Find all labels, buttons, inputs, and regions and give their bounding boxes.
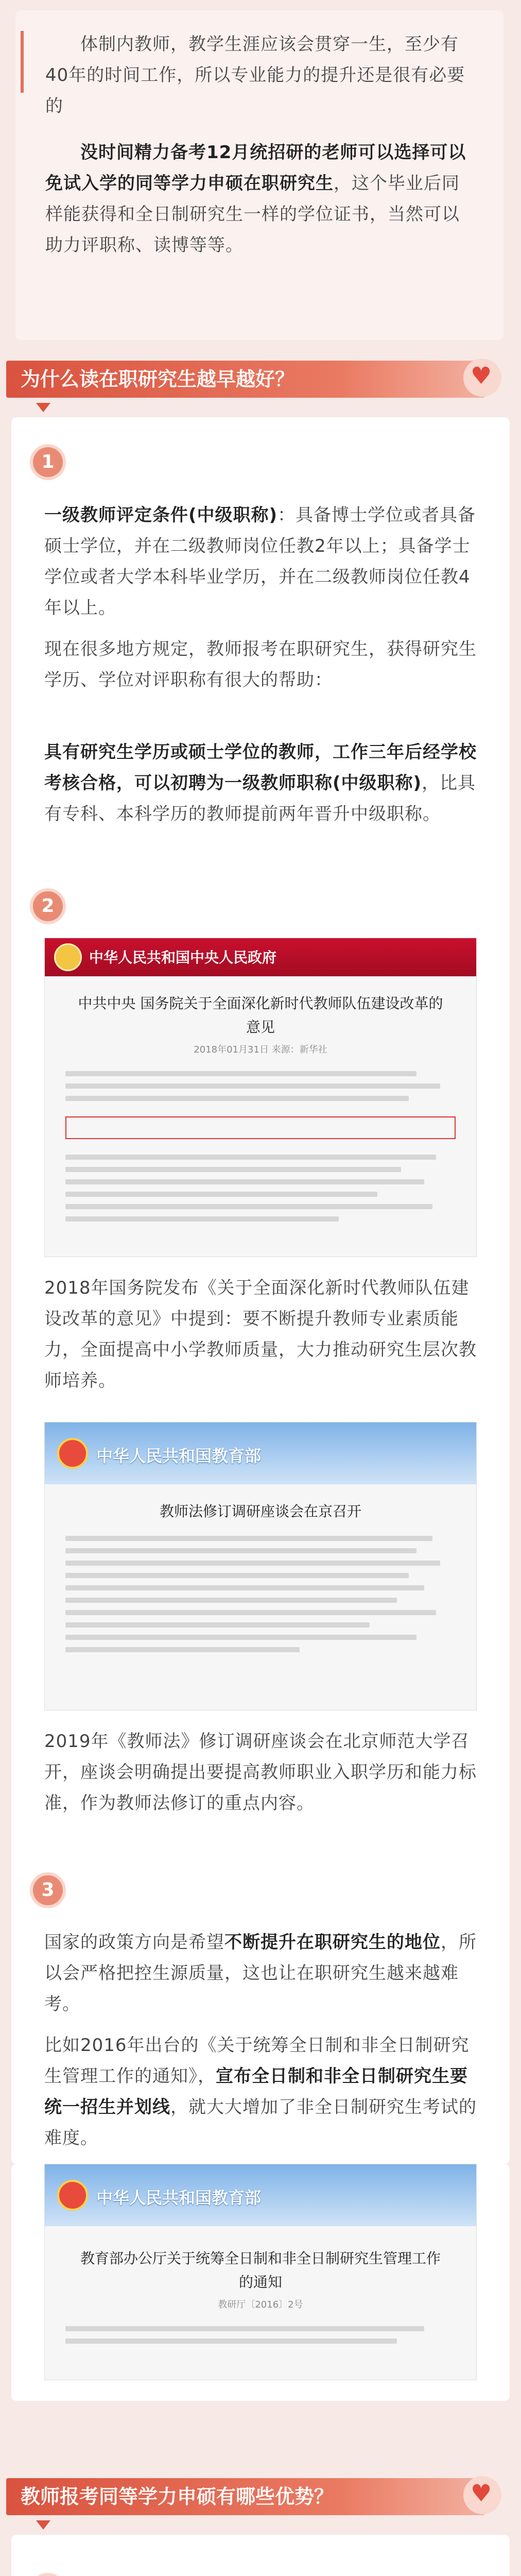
paragraph [44, 737, 477, 829]
doc-meta: 2018年01月31日 来源：新华社 [194, 1044, 327, 1055]
accent-bar [21, 31, 24, 93]
subheading-title: 教师提高学历或成强制要求 [79, 1879, 315, 1902]
section-pointer [36, 403, 50, 412]
intro-card [15, 10, 503, 340]
paragraph [44, 2030, 477, 2154]
document-image-moe-notice [44, 2164, 477, 2380]
site-name: 中华人民共和国教育部 [96, 2188, 262, 2208]
subheading-title: 国教师评职称学历越高越有优势 [79, 451, 354, 474]
paragraph: 现在很多地方规定，教师报考在职研究生，获得研究生学历、学位对评职称有很大的帮助： [44, 639, 477, 690]
doc-title: 教育部办公厅关于统筹全日制和非全日制研究生管理工作的通知 [80, 2250, 441, 2291]
intro-paragraph-1: 体制内教师，教学生涯应该会贯穿一生，至少有40年的时间工作，所以专业能力的提升还是很有必要的 [45, 34, 465, 116]
text: ：具备博士学位或者具备硕士学位，并在二级教师岗位任教2年以上；具备学士学位或者大学本科毕业学历，并在二级教师岗位任教4年以上。 [44, 505, 476, 618]
section-title: 为什么读在职研究生越早越好？ [21, 368, 295, 391]
text: 比如2016年出台的《关于统筹全日制和非全日制研究生管理工作的通知》， [44, 2035, 470, 2087]
national-emblem-icon [57, 2180, 88, 2211]
text: 国家的政策方向是希望 [44, 1932, 224, 1953]
subheading-title: 教师提高学历或成强制要求 [79, 895, 315, 918]
text: ，比具有专科、本科学历的教师提前两年晋升中级职称。 [44, 773, 476, 824]
national-emblem-icon [54, 943, 82, 971]
intro-bold: 没时间精力备考12月统招研的老师可以选择可以免试入学的同等学力申硕在职研究生 [45, 142, 466, 194]
heart-icon [463, 359, 501, 397]
moe-banner [45, 1422, 476, 1484]
gov-banner [45, 938, 476, 976]
doc-title: 教师法修订调研座谈会在京召开 [159, 1503, 361, 1520]
section-card-1-tail [11, 2164, 510, 2401]
doc-title: 中共中央 国务院关于全面深化新时代教师队伍建设改革的意见 [78, 995, 443, 1036]
section-heading-2 [0, 2473, 521, 2520]
document-image-gov [44, 938, 477, 1257]
doc-text-lines [45, 2314, 476, 2356]
doc-text-lines [45, 1523, 476, 1665]
document-image-moe [44, 1422, 477, 1710]
paragraph: 2018年国务院发布《关于全面深化新时代教师队伍建设改革的意见》中提到：要不断提升教师专业素质能力，全面提高中小学教师质量，大力推动研究生层次教师培养。 [44, 1278, 477, 1391]
subheading-number: 2 [30, 888, 66, 924]
heart-icon [463, 2476, 501, 2514]
national-emblem-icon [57, 1438, 88, 1469]
doc-meta: 教研厅〔2016〕2号 [218, 2299, 303, 2310]
bold-text: 一级教师评定条件(中级职称) [44, 505, 278, 526]
text: ，所以会严格把控生源质量，这也让在职研究生越来越难考。 [44, 1932, 477, 2014]
section-card-2 [11, 2535, 510, 2576]
paragraph [44, 500, 477, 623]
subheading-number: 3 [30, 1872, 66, 1908]
text: ，就大大增加了非全日制研究生考试的难度。 [44, 2097, 477, 2148]
intro-paragraph-2 [45, 137, 474, 261]
doc-text-lines [45, 1142, 476, 1234]
section-heading-1 [0, 355, 521, 403]
site-name: 中华人民共和国教育部 [96, 1446, 262, 1466]
bold-text: 宣布全日制和非全日制研究生要统一招生并划线 [44, 2066, 468, 2117]
section-title: 教师报考同等学力申硕有哪些优势？ [21, 2485, 334, 2508]
intro-rest: ，这个毕业后同样能获得和全日制研究生一样的学位证书，当然可以助力评职称、读博等等。 [45, 173, 460, 256]
paragraph: 2019年《教师法》修订调研座谈会在北京师范大学召开，座谈会明确提出要提高教师职业入职学历和能力标准，作为教师法修订的重点内容。 [44, 1731, 477, 1814]
bold-text: 不断提升在职研究生的地位 [224, 1932, 441, 1953]
subheading-number [30, 2573, 66, 2576]
heart-glyph: ♥ [471, 2479, 492, 2507]
site-name: 中华人民共和国中央人民政府 [89, 949, 277, 966]
highlight-box [65, 1116, 456, 1139]
section-pointer [36, 2520, 50, 2530]
heart-glyph: ♥ [471, 362, 492, 389]
subheading-number: 1 [30, 444, 66, 480]
moe-banner [45, 2164, 476, 2226]
paragraph [44, 1927, 477, 2020]
bold-text: 具有研究生学历或硕士学位的教师，工作三年后经学校考核合格，可以初聘为一级教师职称(中级职称) [44, 742, 477, 793]
doc-text-lines [45, 1059, 476, 1113]
section-card-1 [11, 417, 510, 2164]
